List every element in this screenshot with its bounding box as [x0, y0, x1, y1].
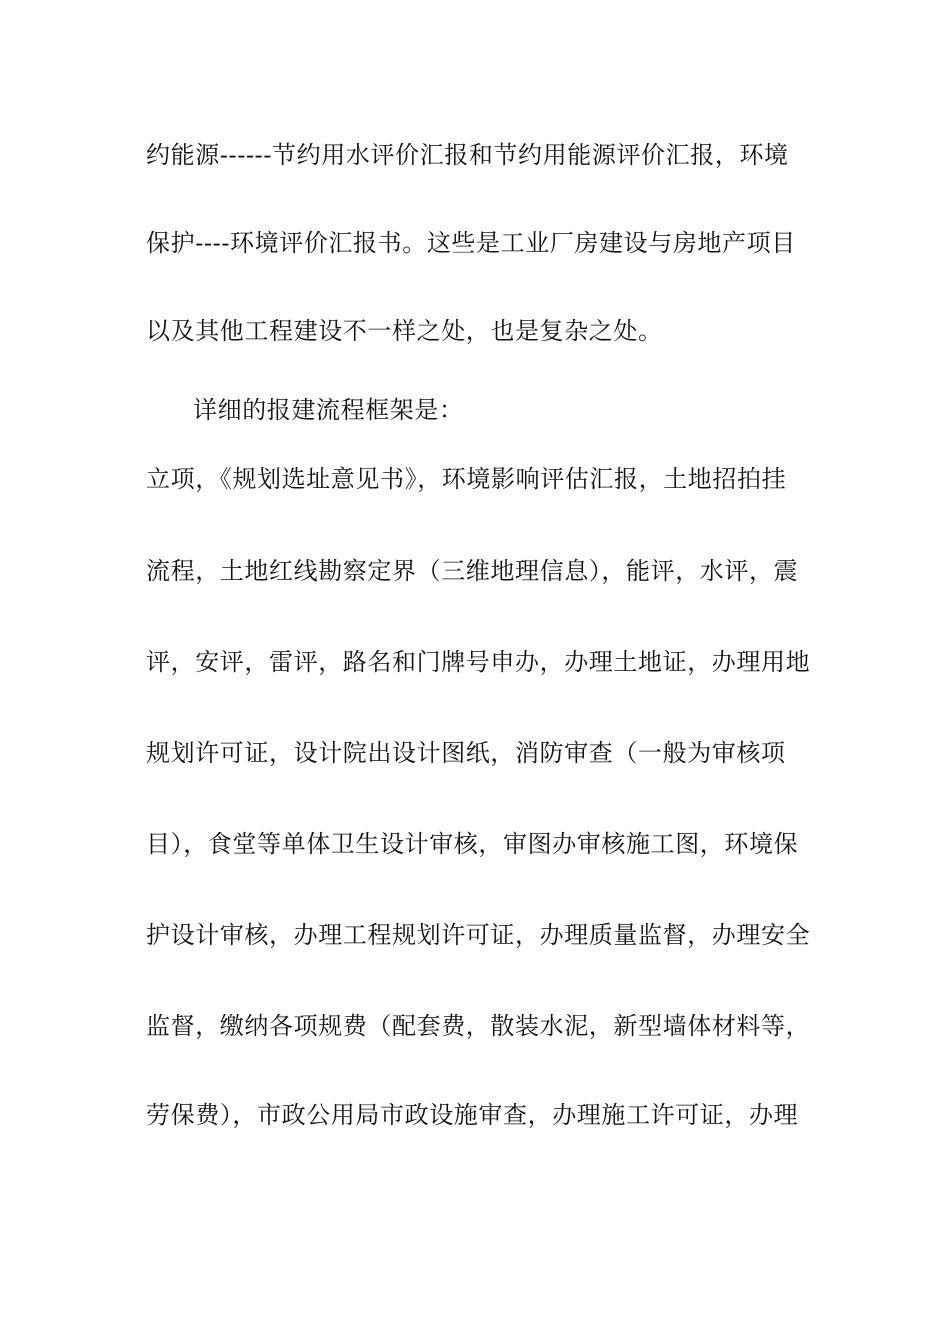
text-line: 流程，土地红线勘察定界（三维地理信息），能评，水评，震	[146, 557, 799, 585]
text-line: 评，安评，雷评，路名和门牌号申办，办理土地证，办理用地	[146, 648, 811, 676]
paragraph-heading: 详细的报建流程框架是：	[193, 396, 464, 424]
text-line: 规划许可证，设计院出设计图纸，消防审查（一般为审核项	[146, 739, 786, 767]
text-line: 以及其他工程建设不一样之处，也是复杂之处。	[146, 317, 663, 345]
text-line: 立项，《规划选址意见书》，环境影响评估汇报，土地招拍挂	[146, 465, 787, 493]
text-line: 目），食堂等单体卫生设计审核，审图办审核施工图，环境保	[146, 830, 799, 858]
text-line: 约能源------节约用水评价汇报和节约用能源评价汇报，环境	[146, 141, 789, 169]
text-line: 保护----环境评价汇报书。这些是工业厂房建设与房地产项目	[146, 229, 796, 257]
text-line: 护设计审核，办理工程规划许可证，办理质量监督，办理安全	[146, 921, 811, 949]
text-line: 监督，缴纳各项规费（配套费，散装水泥，新型墙体材料等，	[146, 1012, 811, 1040]
text-line: 劳保费），市政公用局市政设施审查，办理施工许可证，办理	[146, 1101, 799, 1129]
